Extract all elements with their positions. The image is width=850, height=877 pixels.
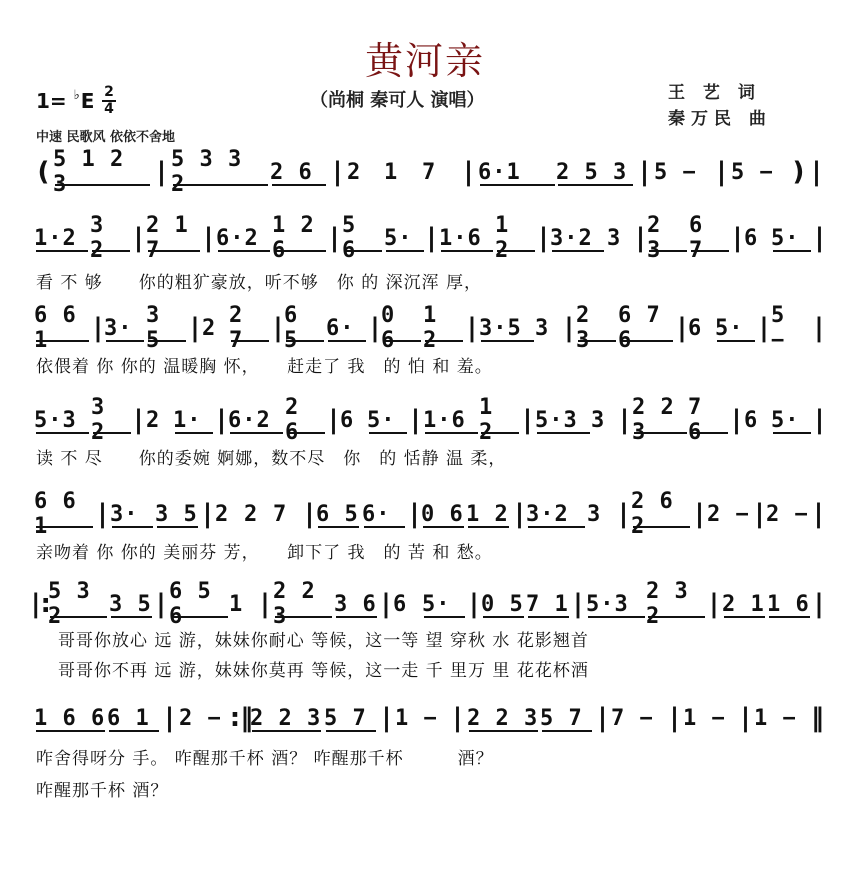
note-group: 6·2: [216, 218, 272, 258]
time-signature-bottom: 4: [104, 101, 114, 117]
note-group: 3 5: [155, 494, 200, 534]
note-group: 3·2: [550, 218, 606, 258]
staff-line: [0, 303, 850, 353]
barline: |: [814, 313, 824, 343]
note-group: 2 6: [270, 152, 328, 192]
note-group: 2 5 3: [556, 152, 635, 192]
composer-credit: 秦万民 曲: [668, 109, 772, 129]
note-group: 2 2 3: [467, 698, 540, 738]
note-group: 3: [535, 315, 550, 341]
barline: |: [677, 313, 687, 343]
note-group: 2 6 2: [631, 494, 692, 534]
barline: |: [814, 223, 825, 253]
barline: |: [813, 499, 824, 529]
barline: |: [732, 223, 743, 253]
note-group: 2 −: [179, 705, 222, 731]
note-group: 5·: [715, 308, 757, 348]
note-group: 1: [229, 591, 244, 617]
note-group: 5 −: [731, 159, 774, 185]
barline: |: [716, 157, 727, 187]
note-group: 5·3: [586, 584, 647, 624]
barline: |: [635, 223, 646, 253]
note-group: 5·3: [34, 400, 91, 440]
staff-line: [0, 213, 850, 263]
note-group: 3 5: [109, 584, 154, 624]
note-group: 2 3: [647, 218, 689, 258]
tempo-marking: 中速 民歌风 依依不舍地: [36, 130, 176, 145]
barline: |: [328, 405, 339, 435]
barline: |: [273, 313, 283, 343]
note-group: 3 6: [334, 584, 379, 624]
barline: |: [469, 589, 479, 619]
barline: ): [792, 157, 805, 187]
note-group: 2 2 3: [632, 400, 689, 440]
note-group: 3·5: [479, 308, 536, 348]
time-signature-top: 2: [104, 84, 114, 100]
note-group: 2: [146, 407, 161, 433]
staff-line: [0, 698, 850, 738]
note-group: 7: [422, 159, 437, 185]
note-group: 1·2: [34, 218, 90, 258]
barline: |: [133, 223, 144, 253]
note-group: 6 7: [689, 218, 731, 258]
note-group: 1 6 6: [34, 698, 107, 738]
note-group: 6·: [326, 308, 368, 348]
barline: |: [597, 703, 608, 733]
barline: |: [332, 157, 343, 187]
note-group: 1: [384, 159, 399, 185]
barline: |: [619, 405, 630, 435]
barline: |: [202, 499, 213, 529]
barline: |: [452, 703, 463, 733]
barline: |: [156, 589, 166, 619]
note-group: 6 7 6: [618, 308, 675, 348]
barline: |: [426, 223, 437, 253]
lyric-line: 哥哥你放心 远 游，妹妹你耐心 等候，这一等 望 穿秋 水 花影翘首: [58, 631, 589, 651]
note-group: 1 2: [479, 400, 521, 440]
lyric-line: 亲吻着 你 你的 美丽芬 芳， 卸下了 我 的 苦 和 愁。: [36, 543, 493, 563]
note-group: 3·: [110, 494, 155, 534]
note-group: 0 5: [481, 584, 526, 624]
note-group: 5 1 2 3: [53, 152, 152, 192]
barline: |: [409, 499, 420, 529]
note-group: 3: [591, 407, 606, 433]
lyric-line: 咋舍得呀分 手。 咋醒那千杯 酒？ 咋醒那千杯 酒？: [36, 749, 494, 769]
note-group: 6 6 1: [34, 494, 95, 534]
lyricist-credit: 王 艺 词: [668, 83, 761, 103]
note-group: 0 6: [381, 308, 423, 348]
note-group: 5·3: [535, 400, 592, 440]
note-group: 2 1: [722, 584, 767, 624]
note-group: 5 3 2: [48, 584, 109, 624]
note-group: 1 −: [395, 705, 438, 731]
barline: |: [639, 157, 650, 187]
barline: |: [97, 499, 108, 529]
lyric-line: 咋醒那千杯 酒？: [36, 781, 169, 801]
staff-line: [0, 147, 850, 197]
lyric-line: 依偎着 你 你的 温暖胸 怀， 赶走了 我 的 怕 和 羞。: [36, 357, 493, 377]
barline: |: [463, 157, 474, 187]
barline: |: [538, 223, 549, 253]
note-group: 3·: [104, 308, 146, 348]
lyric-line: 看 不 够 你的粗犷豪放，听不够 你 的 深沉浑 厚，: [36, 273, 483, 293]
note-group: 6: [393, 591, 408, 617]
lyric-line: 哥哥你不再 远 游，妹妹你莫再 等候，这一走 千 里万 里 花花杯酒: [58, 661, 589, 681]
note-group: 5 6: [342, 218, 384, 258]
note-group: 3 5: [146, 308, 188, 348]
note-group: 6 5: [284, 308, 326, 348]
note-group: 1·6: [439, 218, 495, 258]
note-group: 6 1: [107, 698, 161, 738]
note-group: 1 2: [423, 308, 465, 348]
barline: |: [203, 223, 214, 253]
barline: |: [467, 313, 477, 343]
note-group: 5 7: [540, 698, 594, 738]
note-group: 1 2 6: [272, 218, 328, 258]
note-group: 2: [202, 315, 217, 341]
note-group: 6·1: [478, 152, 557, 192]
barline: |: [93, 313, 103, 343]
barline: |: [216, 405, 227, 435]
note-group: 5 7: [324, 698, 378, 738]
song-title: 黄河亲: [364, 39, 485, 83]
barline: |: [260, 589, 270, 619]
barline: |: [381, 703, 392, 733]
barline: |: [133, 405, 144, 435]
note-group: 2 6: [285, 400, 327, 440]
note-group: 5·: [771, 218, 813, 258]
barline: |: [522, 405, 533, 435]
note-group: 3·2: [526, 494, 587, 534]
note-group: 1·: [173, 400, 215, 440]
note-group: 2 3 2: [646, 584, 707, 624]
note-group: 7 −: [611, 705, 654, 731]
note-group: 5·: [422, 584, 467, 624]
note-group: 1 6: [767, 584, 812, 624]
note-group: 2: [215, 501, 230, 527]
note-group: 3 2: [91, 400, 133, 440]
barline: |: [156, 157, 167, 187]
barline: |: [814, 589, 824, 619]
note-group: 2: [244, 501, 259, 527]
barline: (: [37, 157, 50, 187]
note-group: 7 1: [526, 584, 571, 624]
staff-line: [0, 579, 850, 629]
barline: :‖: [229, 703, 254, 733]
barline: |: [514, 499, 525, 529]
barline: |: [573, 589, 583, 619]
note-group: 1 −: [754, 705, 797, 731]
note-group: 0 6: [421, 494, 466, 534]
barline: |: [709, 589, 719, 619]
note-group: 5 −: [771, 303, 786, 353]
barline: |: [164, 703, 175, 733]
barline: |: [731, 405, 742, 435]
note-group: 5·: [771, 400, 813, 440]
note-group: 7: [273, 501, 288, 527]
barline: |: [811, 157, 822, 187]
note-group: 2 7: [229, 308, 271, 348]
note-group: 2: [347, 159, 362, 185]
note-group: 6: [744, 225, 759, 251]
barline: |: [694, 499, 705, 529]
barline: |:: [31, 589, 51, 619]
note-group: 6·2: [228, 400, 285, 440]
note-group: 6: [340, 407, 355, 433]
note-group: 2 1 7: [146, 218, 202, 258]
note-group: 6: [744, 407, 759, 433]
note-group: 6 6 1: [34, 308, 91, 348]
note-group: 1·6: [423, 400, 480, 440]
time-signature: [102, 86, 116, 116]
lyric-line: 读 不 尽 你的委婉 婀娜，数不尽 你 的 恬静 温 柔，: [36, 449, 507, 469]
note-group: 3: [587, 501, 602, 527]
barline: |: [410, 405, 421, 435]
note-group: 6 5: [316, 494, 361, 534]
note-group: 5 −: [654, 159, 697, 185]
barline: |: [669, 703, 680, 733]
note-group: 1 2: [495, 218, 537, 258]
note-group: 2 −: [766, 501, 809, 527]
note-group: 5 3 3 2: [171, 152, 270, 192]
note-group: 2 2 3: [250, 698, 323, 738]
note-group: 5·: [367, 400, 409, 440]
note-group: 5·: [384, 218, 426, 258]
barline: |: [740, 703, 751, 733]
note-group: 7 6: [688, 400, 730, 440]
note-group: 2 3: [576, 308, 618, 348]
barline: |: [190, 313, 200, 343]
note-group: 3 2: [90, 218, 132, 258]
barline: |: [618, 499, 629, 529]
barline: |: [759, 313, 769, 343]
barline: |: [370, 313, 380, 343]
barline: |: [304, 499, 315, 529]
note-group: 1 −: [683, 705, 726, 731]
note-group: 6·: [362, 494, 407, 534]
flat-sign: ♭: [73, 88, 80, 103]
note-group: 2 −: [707, 501, 750, 527]
note-group: 1 2: [466, 494, 511, 534]
note-group: 3: [607, 225, 622, 251]
performers: （尚桐 秦可人 演唱）: [310, 90, 485, 111]
barline: |: [814, 405, 825, 435]
note-group: 6 5 6: [169, 584, 230, 624]
staff-line: [0, 395, 850, 445]
staff-line: [0, 489, 850, 539]
barline: |: [329, 223, 340, 253]
barline: |: [754, 499, 765, 529]
barline: |: [564, 313, 574, 343]
barline: |: [381, 589, 391, 619]
key-signature: 1= ♭E: [36, 88, 95, 113]
note-group: 6: [688, 315, 703, 341]
barline: ‖: [811, 703, 824, 733]
note-group: 2 2 3: [273, 584, 334, 624]
